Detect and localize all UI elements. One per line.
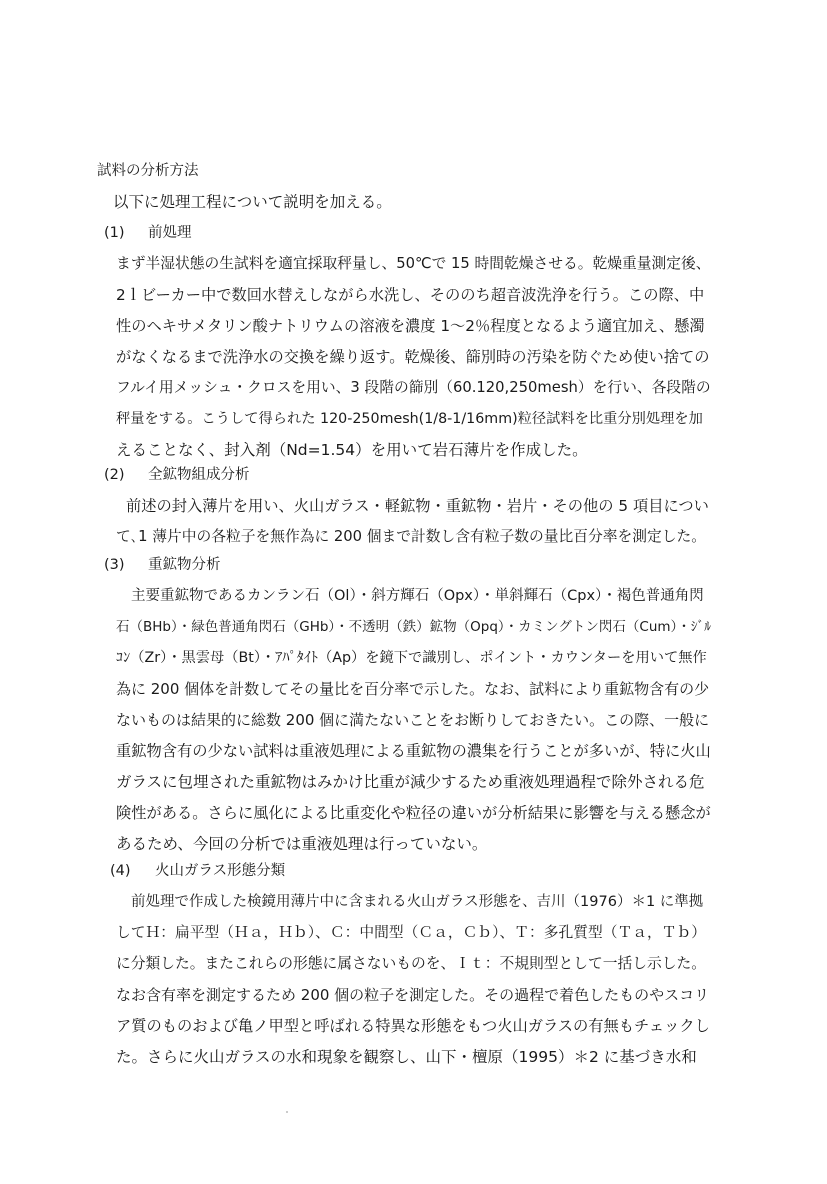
section-1-line: フルイ用メッシュ・クロスを用い、3 段階の篩別（60.120,250mesh）を行い、各段階の bbox=[116, 379, 711, 396]
section-3-line: 石（BHb）・緑色普通角閃石（GHb）・不透明（鉄）鉱物（Opq）・カミングトン閃石（Cum）・ｼﾞﾙ bbox=[116, 619, 712, 635]
section-3-line: ガラスに包埋された重鉱物はみかけ比重が減少するため重液処理過程で除外される危 bbox=[116, 773, 705, 791]
section-4-line: ア質のものおよび亀ノ甲型と呼ばれる特異な形態をもつ火山ガラスの有無もチェックし bbox=[116, 1017, 710, 1035]
section-2-line: 前述の封入薄片を用い、火山ガラス・軽鉱物・重鉱物・岩片・その他の 5 項目につい bbox=[126, 497, 709, 515]
section-1-heading: 前処理 bbox=[148, 225, 192, 241]
scan-speck bbox=[286, 1111, 288, 1113]
section-4-heading: 火山ガラス形態分類 bbox=[155, 863, 286, 879]
section-2-heading: 全鉱物組成分析 bbox=[148, 467, 250, 483]
intro-text: 以下に処理工程について説明を加える。 bbox=[113, 193, 392, 211]
section-3-line: あるため、今回の分析では重液処理は行っていない。 bbox=[116, 835, 488, 853]
section-1-number: (1) bbox=[104, 225, 125, 241]
section-4-line: た。さらに火山ガラスの水和現象を観察し、山下・檀原（1995）＊2 に基づき水和 bbox=[116, 1048, 697, 1066]
section-3-number: (3) bbox=[104, 557, 125, 573]
section-3-line: 険性がある。さらに風化による比重変化や粒径の違いが分析結果に影響を与える懸念が bbox=[116, 804, 711, 822]
section-3-heading: 重鉱物分析 bbox=[148, 557, 221, 573]
section-4-line: 前処理で作成した検鏡用薄片中に含まれる火山ガラス形態を、吉川（1976）＊1 に準拠 bbox=[131, 894, 704, 910]
section-1-line: 2ｌビーカー中で数回水替えしながら水洗し、そののち超音波洗浄を行う。この際、中 bbox=[116, 286, 705, 304]
section-1-line: 性のヘキサメタリン酸ナトリウムの溶液を濃度 1～2％程度となるよう適宜加え、懸濁 bbox=[116, 317, 705, 335]
section-4-line: に分類した。またこれらの形態に属さないものを、Ｉｔ：不規則型として一括し示した。 bbox=[116, 955, 706, 972]
section-3-line: 為に 200 個体を計数してその量比を百分率で示した。なお、試料により重鉱物含有の少 bbox=[116, 680, 710, 698]
section-1-line: えることなく、封入剤（Nd=1.54）を用いて岩石薄片を作成した。 bbox=[116, 441, 588, 459]
section-1-line: 秤量をする。こうして得られた 120-250mesh(1/8-1/16mm)粒径試料を比重分別処理を加 bbox=[116, 411, 703, 427]
section-3-line: ないものは結果的に総数 200 個に満たないことをお断りしておきたい。この際、一般に bbox=[116, 711, 710, 729]
section-2-line: て､1 薄片中の各粒子を無作為に 200 個まで計数し含有粒子数の量比百分率を測定した。 bbox=[116, 528, 706, 545]
section-4-number: (4) bbox=[110, 863, 131, 879]
section-3-line: 主要重鉱物であるカンラン石（Ol）・斜方輝石（Opx）・単斜輝石（Cpx）・褐色普通角閃 bbox=[131, 588, 704, 604]
section-2-number: (2) bbox=[104, 467, 125, 483]
document-title: 試料の分析方法 bbox=[97, 163, 199, 179]
section-4-line: してＨ：扁平型（Ｈａ，Ｈｂ）、Ｃ：中間型（Ｃａ，Ｃｂ）、Ｔ：多孔質型（Ｔａ，Ｔｂ） bbox=[116, 924, 706, 941]
section-3-line: 重鉱物含有の少ない試料は重液処理による重鉱物の濃集を行うことが多いが、特に火山 bbox=[116, 742, 711, 760]
section-1-line: がなくなるまで洗浄水の交換を繰り返す。乾燥後、篩別時の汚染を防ぐため使い捨ての bbox=[116, 348, 710, 366]
section-3-line: ｺﾝ（Zr）・黒雲母（Bt）・ｱﾊﾟﾀｲﾄ（Ap）を鏡下で識別し、ポイント・カウンターを用いて無作 bbox=[116, 650, 707, 666]
section-1-line: まず半湿状態の生試料を適宜採取秤量し、50℃で 15 時間乾燥させる。乾燥重量測定後、 bbox=[116, 255, 711, 272]
section-4-line: なお含有率を測定するため 200 個の粒子を測定した。その過程で着色したものやスコリ bbox=[116, 986, 710, 1004]
